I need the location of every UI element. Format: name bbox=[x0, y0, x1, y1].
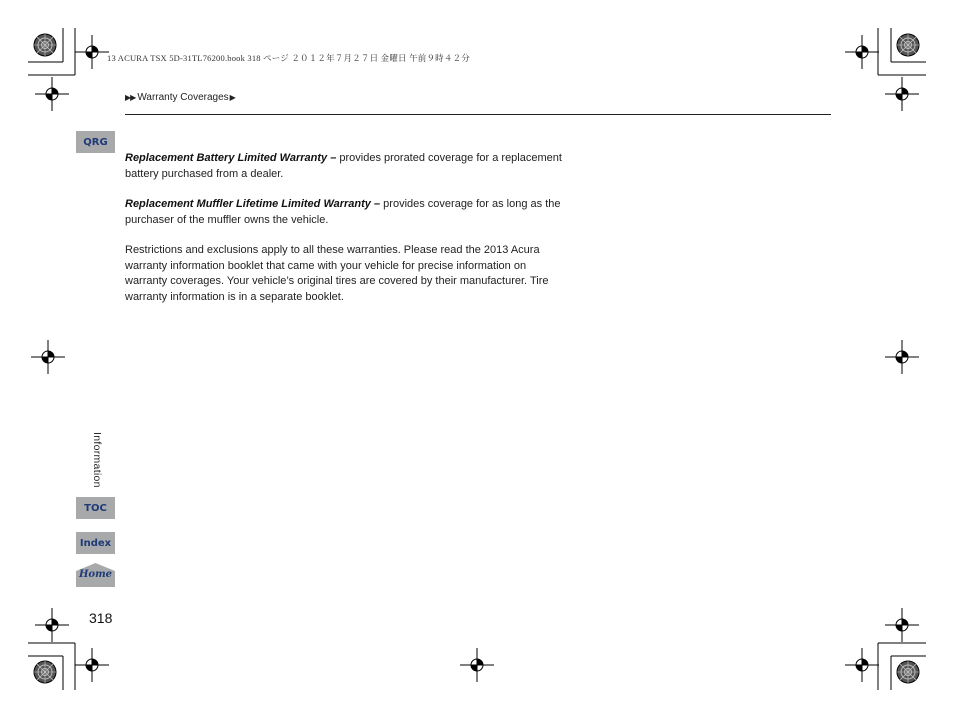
home-label: Home bbox=[78, 569, 113, 580]
home-button[interactable] bbox=[76, 563, 115, 587]
breadcrumb-end-arrow-icon: ▶ bbox=[229, 93, 236, 102]
print-header: 13 ACURA TSX 5D-31TL76200.book 318 ページ ２０１２年７月２７日 金曜日 午前９時４２分 bbox=[107, 53, 470, 63]
section-label: Information bbox=[91, 432, 103, 488]
index-button[interactable]: Index bbox=[76, 532, 115, 554]
breadcrumb-link[interactable]: Warranty Coverages bbox=[137, 92, 229, 103]
paragraph-battery-warranty bbox=[125, 151, 565, 182]
qrg-button[interactable]: QRG bbox=[76, 131, 115, 153]
desc-battery-warranty: provides prorated coverage for a replacement battery purchased from a dealer. bbox=[125, 152, 562, 180]
term-battery-warranty: Replacement Battery Limited Warranty – bbox=[125, 152, 337, 164]
term-muffler-warranty: Replacement Muffler Lifetime Limited Warranty – bbox=[125, 198, 381, 210]
breadcrumb bbox=[125, 92, 236, 103]
paragraph-muffler-warranty bbox=[125, 197, 565, 228]
page-number: 318 bbox=[89, 610, 113, 626]
breadcrumb-arrow-icon: ▶▶ bbox=[125, 93, 136, 102]
main-content bbox=[125, 151, 565, 320]
paragraph-restrictions: Restrictions and exclusions apply to all these warranties. Please read the 2013 Acura warranty information booklet that came with your vehicle for precise information on warranty coverages. Your vehicle’s original tires are covered by their manufacturer. Tire warranty information is in a separate booklet. bbox=[125, 244, 549, 303]
header-rule bbox=[125, 114, 831, 115]
toc-button[interactable]: TOC bbox=[76, 497, 115, 519]
desc-muffler-warranty: provides coverage for as long as the purchaser of the muffler owns the vehicle. bbox=[125, 198, 561, 226]
